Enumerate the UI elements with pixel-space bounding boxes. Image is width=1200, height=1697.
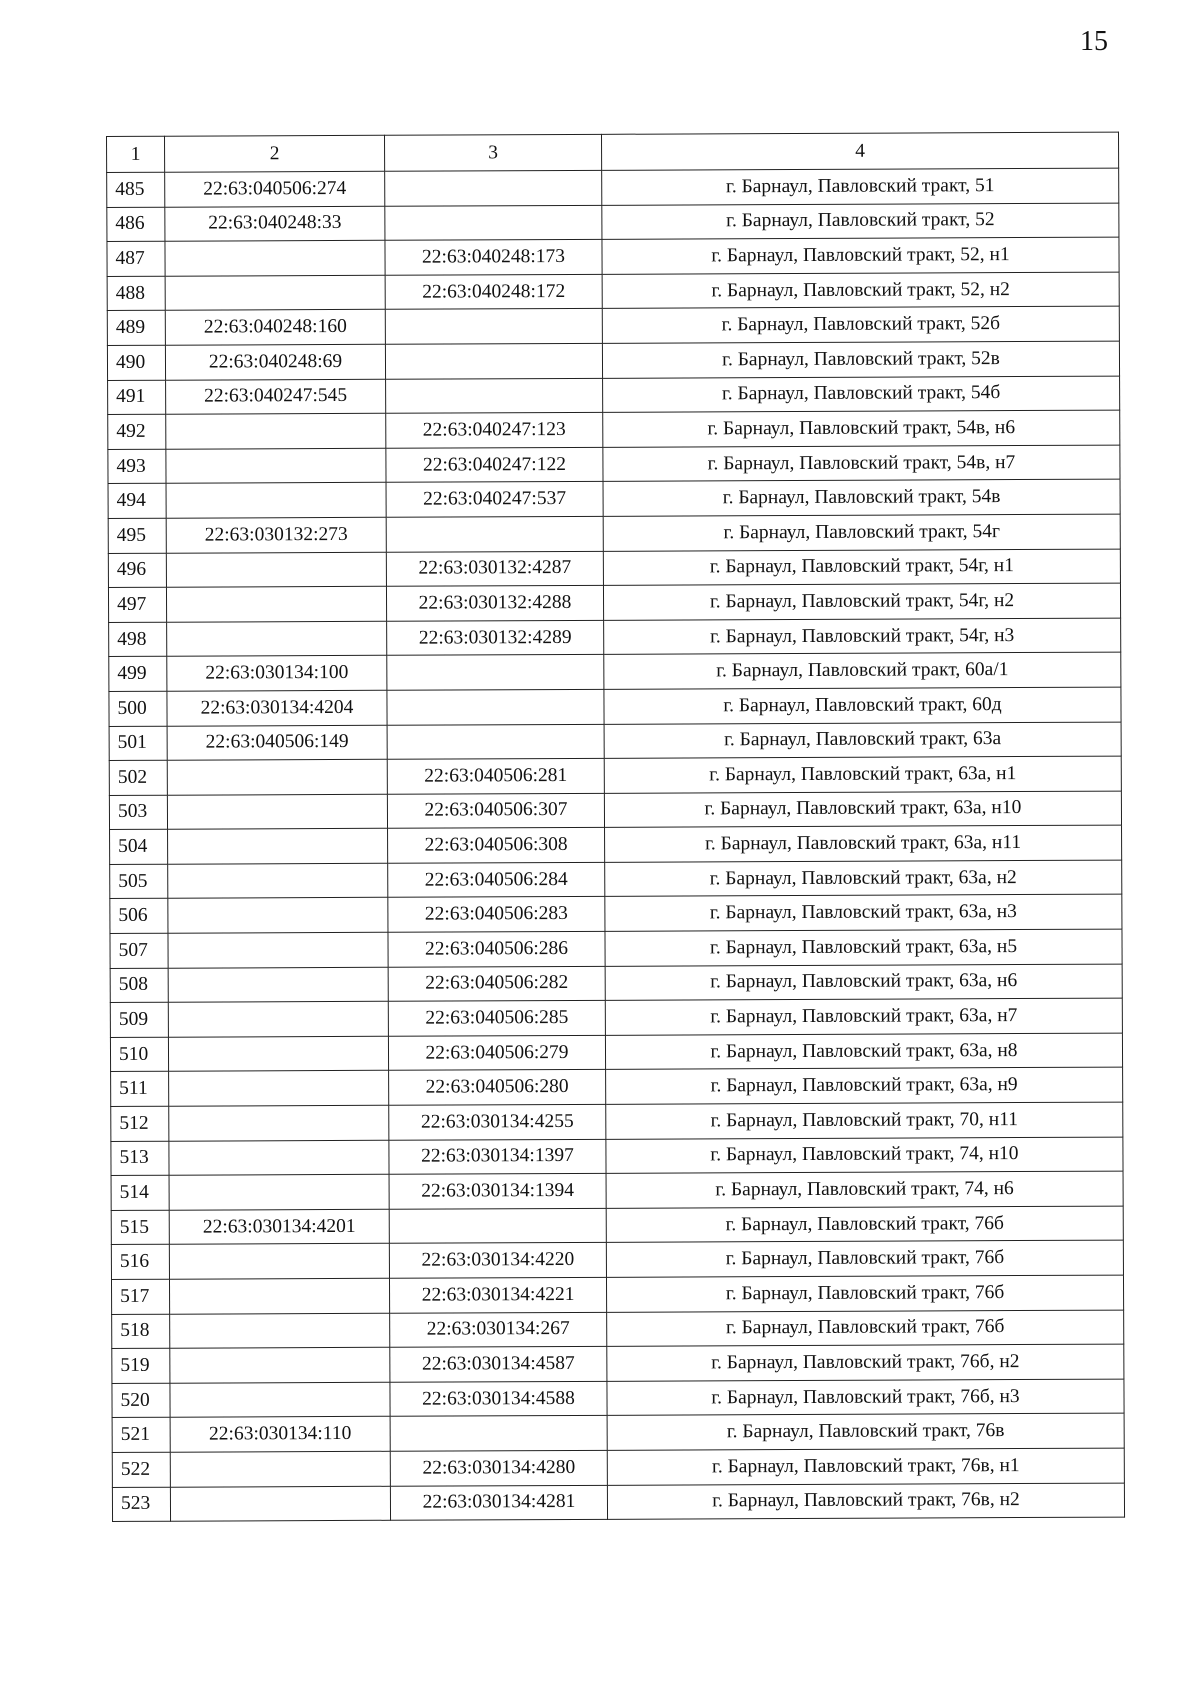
building-cadastral-number-cell: 22:63:040506:285: [388, 1001, 605, 1037]
building-cadastral-number-cell: 22:63:040506:283: [388, 897, 605, 933]
address-cell: г. Барнаул, Павловский тракт, 63а, н11: [605, 825, 1122, 862]
address-cell: г. Барнаул, Павловский тракт, 76в, н2: [607, 1483, 1124, 1520]
row-number-cell: 507: [110, 933, 168, 968]
table-row: [108, 376, 1120, 415]
building-cadastral-number-cell: 22:63:040506:308: [388, 828, 605, 864]
table-row: [109, 687, 1121, 726]
building-cadastral-number-cell: 22:63:040247:123: [386, 412, 603, 448]
address-cell: г. Барнаул, Павловский тракт, 63а, н8: [605, 1033, 1122, 1070]
row-number-cell: 496: [108, 553, 166, 588]
address-cell: г. Барнаул, Павловский тракт, 76б, н2: [607, 1344, 1124, 1381]
building-cadastral-number-cell: 22:63:030134:4220: [389, 1243, 606, 1279]
row-number-cell: 486: [107, 207, 165, 242]
building-cadastral-number-cell: [387, 689, 604, 725]
table-row: [111, 1068, 1123, 1107]
table-row: [112, 1413, 1124, 1452]
row-number-cell: 514: [111, 1175, 169, 1210]
land-plot-cadastral-number-cell: [166, 586, 386, 622]
land-plot-cadastral-number-cell: [168, 829, 388, 865]
building-cadastral-number-cell: [385, 170, 602, 206]
row-number-cell: 499: [109, 657, 167, 692]
land-plot-cadastral-number-cell: [166, 413, 386, 449]
address-cell: г. Барнаул, Павловский тракт, 76б: [606, 1240, 1123, 1277]
table-row: [110, 998, 1122, 1037]
row-number-cell: 523: [112, 1487, 170, 1522]
land-plot-cadastral-number-cell: [170, 1313, 390, 1349]
row-number-cell: 518: [112, 1314, 170, 1349]
building-cadastral-number-cell: 22:63:030134:4588: [390, 1381, 607, 1417]
row-number-cell: 488: [107, 276, 165, 311]
row-number-cell: 510: [110, 1037, 168, 1072]
address-cell: г. Барнаул, Павловский тракт, 52в: [602, 341, 1119, 378]
land-plot-cadastral-number-cell: [167, 794, 387, 830]
land-plot-cadastral-number-cell: [170, 1347, 390, 1383]
row-number-cell: 489: [107, 311, 165, 346]
building-cadastral-number-cell: 22:63:040248:172: [385, 274, 602, 310]
table-row: [109, 722, 1121, 761]
building-cadastral-number-cell: [390, 1416, 607, 1452]
address-cell: г. Барнаул, Павловский тракт, 63а, н6: [605, 964, 1122, 1001]
row-number-cell: 520: [112, 1383, 170, 1418]
building-cadastral-number-cell: 22:63:040506:307: [387, 793, 604, 829]
address-cell: г. Барнаул, Павловский тракт, 63а, н10: [604, 791, 1121, 828]
land-plot-cadastral-number-cell: 22:63:040506:149: [167, 725, 387, 761]
land-plot-cadastral-number-cell: 22:63:030134:4201: [169, 1209, 389, 1245]
land-plot-cadastral-number-cell: [169, 1174, 389, 1210]
row-number-cell: 506: [110, 899, 168, 934]
address-cell: г. Барнаул, Павловский тракт, 63а, н2: [605, 860, 1122, 897]
row-number-cell: 508: [110, 968, 168, 1003]
land-plot-cadastral-number-cell: 22:63:040248:160: [165, 310, 385, 346]
address-cell: г. Барнаул, Павловский тракт, 51: [602, 168, 1119, 205]
building-cadastral-number-cell: 22:63:040506:284: [388, 862, 605, 898]
building-cadastral-number-cell: 22:63:040506:281: [387, 758, 604, 794]
address-cell: г. Барнаул, Павловский тракт, 76б: [606, 1206, 1123, 1243]
land-plot-cadastral-number-cell: [165, 275, 385, 311]
table-row: [110, 929, 1122, 968]
address-cell: г. Барнаул, Павловский тракт, 54г: [603, 514, 1120, 551]
row-number-cell: 502: [109, 760, 167, 795]
table-row: [112, 1483, 1124, 1522]
table-row: [108, 445, 1120, 484]
table-row: [110, 825, 1122, 864]
address-cell: г. Барнаул, Павловский тракт, 54в, н7: [603, 445, 1120, 482]
table-row: [111, 1171, 1123, 1210]
building-cadastral-number-cell: 22:63:030134:4587: [390, 1347, 607, 1383]
land-plot-cadastral-number-cell: [168, 967, 388, 1003]
building-cadastral-number-cell: 22:63:030134:4280: [390, 1450, 607, 1486]
table-row: [111, 1240, 1123, 1279]
header-col-3: 3: [384, 134, 601, 171]
row-number-cell: 504: [110, 830, 168, 865]
table-row: [112, 1379, 1124, 1418]
building-cadastral-number-cell: 22:63:030134:1394: [389, 1174, 606, 1210]
building-cadastral-number-cell: 22:63:040506:286: [388, 931, 605, 967]
land-plot-cadastral-number-cell: [170, 1451, 390, 1487]
row-number-cell: 505: [110, 864, 168, 899]
header-col-4: 4: [601, 132, 1118, 170]
row-number-cell: 511: [111, 1072, 169, 1107]
land-plot-cadastral-number-cell: [168, 863, 388, 899]
row-number-cell: 495: [108, 518, 166, 553]
row-number-cell: 513: [111, 1141, 169, 1176]
row-number-cell: 491: [108, 380, 166, 415]
building-cadastral-number-cell: 22:63:030134:267: [390, 1312, 607, 1348]
land-plot-cadastral-number-cell: [167, 759, 387, 795]
table-header: [107, 132, 1119, 172]
address-cell: г. Барнаул, Павловский тракт, 54г, н1: [603, 549, 1120, 586]
address-cell: г. Барнаул, Павловский тракт, 54г, н2: [603, 583, 1120, 620]
row-number-cell: 494: [108, 484, 166, 519]
table-row: [112, 1310, 1124, 1349]
page-number: 15: [1080, 26, 1108, 57]
land-plot-cadastral-number-cell: 22:63:030134:4204: [167, 690, 387, 726]
address-cell: г. Барнаул, Павловский тракт, 76в, н1: [607, 1448, 1124, 1485]
building-cadastral-number-cell: 22:63:040247:537: [386, 482, 603, 518]
land-plot-cadastral-number-cell: 22:63:030134:100: [167, 656, 387, 692]
table-row: [110, 1033, 1122, 1072]
land-plot-cadastral-number-cell: [166, 483, 386, 519]
land-plot-cadastral-number-cell: 22:63:040248:69: [165, 344, 385, 380]
table-row: [108, 583, 1120, 622]
row-number-cell: 522: [112, 1452, 170, 1487]
address-cell: г. Барнаул, Павловский тракт, 63а: [604, 722, 1121, 759]
address-cell: г. Барнаул, Павловский тракт, 52: [602, 203, 1119, 240]
row-number-cell: 519: [112, 1348, 170, 1383]
header-row: [107, 132, 1119, 172]
table-row: [109, 756, 1121, 795]
row-number-cell: 497: [108, 587, 166, 622]
building-cadastral-number-cell: [387, 655, 604, 691]
land-plot-cadastral-number-cell: 22:63:030132:273: [166, 517, 386, 553]
building-cadastral-number-cell: 22:63:030134:4281: [390, 1485, 607, 1521]
row-number-cell: 509: [110, 1002, 168, 1037]
land-plot-cadastral-number-cell: [168, 898, 388, 934]
address-cell: г. Барнаул, Павловский тракт, 63а, н3: [605, 895, 1122, 932]
land-plot-cadastral-number-cell: 22:63:040247:545: [166, 379, 386, 415]
table-row: [107, 306, 1119, 345]
address-cell: г. Барнаул, Павловский тракт, 63а, н1: [604, 756, 1121, 793]
building-cadastral-number-cell: 22:63:040506:280: [389, 1070, 606, 1106]
header-col-1: 1: [107, 136, 165, 172]
building-cadastral-number-cell: [386, 378, 603, 414]
address-cell: г. Барнаул, Павловский тракт, 76в: [607, 1413, 1124, 1450]
table-row: [112, 1344, 1124, 1383]
table-row: [111, 1275, 1123, 1314]
table-row: [109, 652, 1121, 691]
table-row: [107, 237, 1119, 276]
address-cell: г. Барнаул, Павловский тракт, 76б, н3: [607, 1379, 1124, 1416]
row-number-cell: 487: [107, 241, 165, 276]
land-plot-cadastral-number-cell: 22:63:040248:33: [165, 206, 385, 242]
table-row: [112, 1448, 1124, 1487]
row-number-cell: 493: [108, 449, 166, 484]
table-row: [108, 410, 1120, 449]
table-row: [108, 514, 1120, 553]
building-cadastral-number-cell: [385, 343, 602, 379]
row-number-cell: 512: [111, 1106, 169, 1141]
row-number-cell: 490: [107, 345, 165, 380]
land-plot-cadastral-number-cell: [170, 1486, 390, 1522]
address-cell: г. Барнаул, Павловский тракт, 60а/1: [604, 652, 1121, 689]
address-cell: г. Барнаул, Павловский тракт, 74, н10: [606, 1137, 1123, 1174]
table-row: [111, 1206, 1123, 1245]
row-number-cell: 498: [109, 622, 167, 657]
building-cadastral-number-cell: [385, 205, 602, 241]
table-body: [107, 168, 1125, 1522]
building-cadastral-number-cell: 22:63:030134:4255: [389, 1104, 606, 1140]
cadastral-table-container: [106, 132, 1124, 1523]
address-cell: г. Барнаул, Павловский тракт, 76б: [606, 1275, 1123, 1312]
building-cadastral-number-cell: 22:63:030134:4221: [389, 1277, 606, 1313]
land-plot-cadastral-number-cell: [165, 240, 385, 276]
table-row: [107, 272, 1119, 311]
building-cadastral-number-cell: 22:63:040506:282: [388, 966, 605, 1002]
table-row: [108, 549, 1120, 588]
row-number-cell: 485: [107, 172, 165, 207]
table-row: [110, 895, 1122, 934]
building-cadastral-number-cell: [385, 309, 602, 345]
address-cell: г. Барнаул, Павловский тракт, 63а, н7: [605, 998, 1122, 1035]
building-cadastral-number-cell: [389, 1208, 606, 1244]
building-cadastral-number-cell: [387, 724, 604, 760]
building-cadastral-number-cell: 22:63:040248:173: [385, 240, 602, 276]
table-row: [107, 203, 1119, 242]
building-cadastral-number-cell: 22:63:040506:279: [388, 1035, 605, 1071]
address-cell: г. Барнаул, Павловский тракт, 76б: [607, 1310, 1124, 1347]
land-plot-cadastral-number-cell: [169, 1278, 389, 1314]
building-cadastral-number-cell: 22:63:030132:4288: [386, 585, 603, 621]
address-cell: г. Барнаул, Павловский тракт, 60д: [604, 687, 1121, 724]
land-plot-cadastral-number-cell: [169, 1244, 389, 1280]
table-row: [108, 479, 1120, 518]
land-plot-cadastral-number-cell: [169, 1140, 389, 1176]
row-number-cell: 503: [109, 795, 167, 830]
address-cell: г. Барнаул, Павловский тракт, 52, н1: [602, 237, 1119, 274]
building-cadastral-number-cell: 22:63:030132:4287: [386, 551, 603, 587]
address-cell: г. Барнаул, Павловский тракт, 54в, н6: [603, 410, 1120, 447]
table-row: [107, 168, 1119, 207]
building-cadastral-number-cell: 22:63:040247:122: [386, 447, 603, 483]
address-cell: г. Барнаул, Павловский тракт, 70, н11: [606, 1102, 1123, 1139]
address-cell: г. Барнаул, Павловский тракт, 63а, н9: [606, 1068, 1123, 1105]
land-plot-cadastral-number-cell: [168, 1002, 388, 1038]
row-number-cell: 521: [112, 1418, 170, 1453]
table-row: [110, 964, 1122, 1003]
address-cell: г. Барнаул, Павловский тракт, 63а, н5: [605, 929, 1122, 966]
land-plot-cadastral-number-cell: 22:63:030134:110: [170, 1417, 390, 1453]
address-cell: г. Барнаул, Павловский тракт, 74, н6: [606, 1171, 1123, 1208]
address-cell: г. Барнаул, Павловский тракт, 52б: [602, 306, 1119, 343]
row-number-cell: 500: [109, 691, 167, 726]
row-number-cell: 517: [111, 1279, 169, 1314]
land-plot-cadastral-number-cell: [169, 1105, 389, 1141]
table-row: [109, 618, 1121, 657]
row-number-cell: 515: [111, 1210, 169, 1245]
row-number-cell: 501: [109, 726, 167, 761]
table-row: [111, 1137, 1123, 1176]
building-cadastral-number-cell: 22:63:030134:1397: [389, 1139, 606, 1175]
table-row: [111, 1102, 1123, 1141]
cadastral-table: [106, 132, 1125, 1523]
address-cell: г. Барнаул, Павловский тракт, 54б: [603, 376, 1120, 413]
header-col-2: 2: [165, 135, 385, 172]
table-row: [110, 860, 1122, 899]
land-plot-cadastral-number-cell: [168, 932, 388, 968]
building-cadastral-number-cell: [386, 516, 603, 552]
land-plot-cadastral-number-cell: [166, 552, 386, 588]
building-cadastral-number-cell: 22:63:030132:4289: [387, 620, 604, 656]
row-number-cell: 492: [108, 414, 166, 449]
address-cell: г. Барнаул, Павловский тракт, 54г, н3: [604, 618, 1121, 655]
land-plot-cadastral-number-cell: [167, 621, 387, 657]
table-row: [109, 791, 1121, 830]
land-plot-cadastral-number-cell: [166, 448, 386, 484]
land-plot-cadastral-number-cell: 22:63:040506:274: [165, 171, 385, 207]
table-row: [107, 341, 1119, 380]
land-plot-cadastral-number-cell: [169, 1071, 389, 1107]
address-cell: г. Барнаул, Павловский тракт, 52, н2: [602, 272, 1119, 309]
address-cell: г. Барнаул, Павловский тракт, 54в: [603, 479, 1120, 516]
land-plot-cadastral-number-cell: [168, 1036, 388, 1072]
land-plot-cadastral-number-cell: [170, 1382, 390, 1418]
row-number-cell: 516: [111, 1245, 169, 1280]
